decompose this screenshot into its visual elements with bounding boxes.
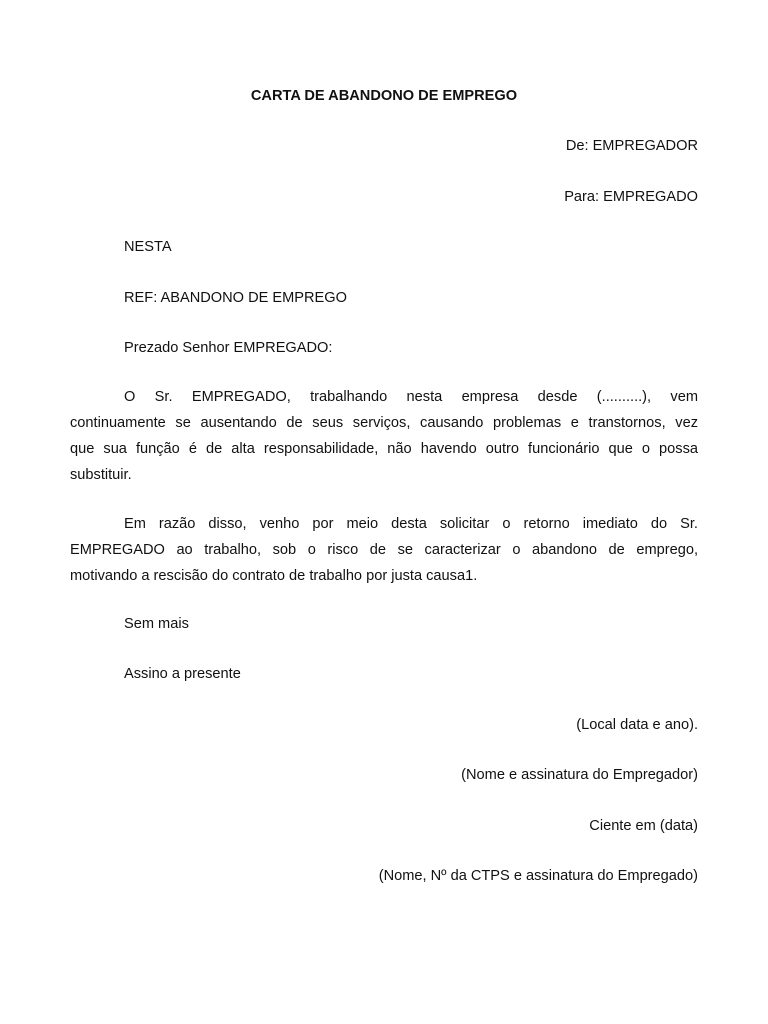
employer-signature-line: (Nome e assinatura do Empregador) — [461, 767, 698, 783]
employee-signature-line: (Nome, Nº da CTPS e assinatura do Empregado) — [378, 868, 698, 884]
nesta-line: NESTA — [124, 239, 172, 255]
from-line: De: EMPREGADOR — [565, 138, 698, 154]
acknowledged-line: Ciente em (data) — [589, 818, 698, 834]
closing-assino: Assino a presente — [124, 666, 241, 682]
paragraph-1-line: substituir. — [70, 467, 132, 483]
to-line: Para: EMPREGADO — [564, 189, 698, 205]
paragraph-1-line: que sua função é de alta responsabilidade, não havendo outro funcionário que o possa — [70, 441, 698, 457]
paragraph-1-line: continuamente se ausentando de seus serviços, causando problemas e transtornos, vez — [70, 415, 698, 431]
paragraph-1-line: O Sr. EMPREGADO, trabalhando nesta empresa desde (..........), vem — [124, 389, 698, 405]
paragraph-2-line: EMPREGADO ao trabalho, sob o risco de se caracterizar o abandono de emprego, — [70, 542, 698, 558]
salutation: Prezado Senhor EMPREGADO: — [124, 340, 333, 356]
paragraph-2-line: motivando a rescisão do contrato de trabalho por justa causa1. — [70, 568, 478, 584]
reference-line: REF: ABANDONO DE EMPREGO — [124, 290, 347, 306]
paragraph-1 — [70, 384, 698, 488]
place-date-line: (Local data e ano). — [576, 717, 698, 733]
closing-sem-mais: Sem mais — [124, 616, 189, 632]
letter-title: CARTA DE ABANDONO DE EMPREGO — [250, 88, 518, 104]
paragraph-2-line: Em razão disso, venho por meio desta solicitar o retorno imediato do Sr. — [124, 516, 698, 532]
paragraph-2 — [70, 511, 698, 589]
